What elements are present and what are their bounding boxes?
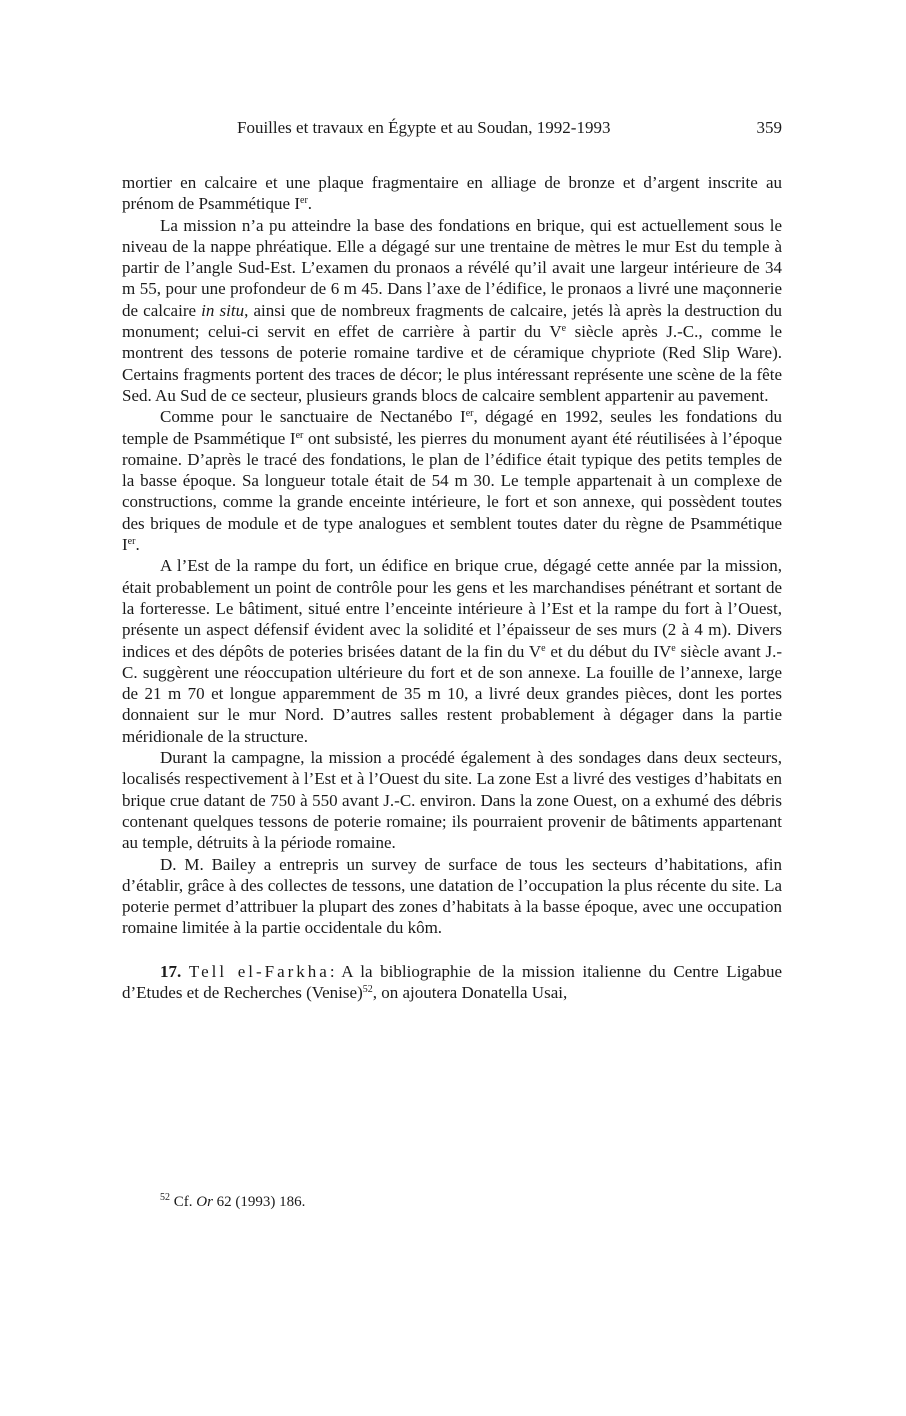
- italic-term: in situ: [201, 300, 245, 320]
- paragraph-2: [122, 215, 782, 407]
- text-run: La mission n’a pu atteindre la base des fondations en brique, qui est actuellement sous le niveau de la nappe phréatique. Elle a dégagé sur une trentaine de mètres le mur Est du temple à partir de l’angle Sud-Est. L’examen du pronaos a révélé qu’il avait une largeur intérieure de 34 m 55, pour une profondeur de 6 m 45. Dans l’axe de l’édifice, le pronaos a livré une maçonnerie de calcaire: [122, 215, 782, 320]
- text-run: ont subsisté, les pierres du monument ayant été réutilisées à l’époque romaine. D’après le tracé des fondations, le plan de l’édifice était typique des petits temples de la basse époque. Sa longueur totale était de 54 m 30. Le temple appartenait à un complexe de constructions, comme la grande enceinte intérieure, le fort et son annexe, qui possèdent toutes des briques de module et de type analogues et semblent toutes dater du règne de Psammétique I: [122, 428, 782, 555]
- text-run: D. M. Bailey a entrepris un survey de surface de tous les secteurs d’habitations, afin d’établir, grâce à des collectes de tessons, une datation de l’occupation la plus récente du site. La poterie permet d’attribuer la plupart des zones d’habitats à la basse époque, avec une occupation romaine limitée à la partie occidentale du kôm.: [122, 854, 782, 938]
- text-run: : A la bibliographie de la mission italienne du Centre Ligabue d’Etudes et de Recherches (Venise): [122, 961, 783, 1002]
- superscript: e: [671, 642, 676, 654]
- superscript: er: [465, 408, 474, 420]
- site-name: Tell el-Farkha: [188, 961, 330, 981]
- text-run: , ainsi que de nombreux fragments de calcaire, jetés là après la destruction du monument; celui-ci servit en effet de carrière à partir du V: [122, 300, 783, 342]
- paragraph-6: [122, 854, 782, 939]
- text-run: siècle après J.-C., comme le montrent des tessons de poterie romaine tardive et de céramique chypriote (Red Slip Ware). Certains fragments portent des traces de décor; le plus intéressant représente une scène de la fête Sed. Au Sud de ce secteur, plusieurs grands blocs de calcaire semblent appartenir au pavement.: [122, 322, 782, 405]
- page-number: 359: [756, 118, 782, 137]
- text-run: siècle avant J.-C. suggèrent une réoccupation ultérieure du fort et de son annexe. La fouille de l’annexe, large de 21 m 70 et longue apparemment de 35 m 10, a livré deux grandes pièces, dont les portes donnaient sur le mur Nord. D’autres salles restent probablement à dégager dans la partie méridionale de la structure.: [122, 641, 782, 746]
- text-run: mortier en calcaire et une plaque fragmentaire en alliage de bronze et d’argent inscrite au prénom de Psammétique I: [122, 173, 782, 214]
- text-run: .: [135, 535, 140, 555]
- text-run: , dégagé en 1992, seules les fondations du temple de Psammétique I: [122, 407, 782, 448]
- section-number: 17.: [160, 961, 182, 981]
- paragraph-4: [122, 555, 782, 747]
- footnote: [160, 1192, 760, 1212]
- text-run: , on ajoutera Donatella Usai,: [372, 982, 568, 1002]
- paragraph-1: [122, 172, 782, 215]
- paragraph-5: [122, 747, 782, 853]
- superscript: e: [541, 642, 546, 654]
- footnote-ref[interactable]: 52: [362, 983, 373, 995]
- superscript: er: [127, 536, 136, 548]
- superscript: er: [295, 429, 304, 441]
- journal-abbrev: Or: [196, 1194, 213, 1210]
- footnote-mark: 52: [160, 1192, 170, 1203]
- superscript: e: [561, 323, 567, 335]
- text-run: A l’Est de la rampe du fort, un édifice en brique crue, dégagé cette année par la mission, était probablement un point de contrôle pour les gens et les marchandises pénétrant et sortant de la forteresse. Le bâtiment, situé entre l’enceinte intérieure à l’Est et la rampe du fort à l’Ouest, présente un aspect défensif évident avec la solidité et l’épaisseur de ses murs (2 à 4 m). Divers indices et des dépôts de poteries brisées datant de la fin du V: [122, 556, 782, 661]
- text-run: 62 (1993) 186.: [212, 1194, 306, 1210]
- text-run: et du début du IV: [545, 641, 672, 661]
- text-run: Durant la campagne, la mission a procédé également à des sondages dans deux secteurs, localisés respectivement à l’Est et à l’Ouest du site. La zone Est a livré des vestiges d’habitats en brique crue datant de 750 à 550 avant J.-C. environ. Dans la zone Ouest, on a exhumé des débris contenant quelques tessons de poterie romaine; ils pourraient provenir de bâtiments appartenant au temple, détruits à la période romaine.: [122, 748, 782, 853]
- running-title: Fouilles et travaux en Égypte et au Soudan, 1992-1993: [237, 118, 611, 137]
- body-text: [122, 172, 782, 1003]
- superscript: er: [300, 195, 308, 207]
- text-run: .: [307, 194, 313, 214]
- text-run: Cf.: [170, 1194, 197, 1210]
- text-run: Comme pour le sanctuaire de Nectanébo I: [160, 407, 466, 427]
- section-17: [122, 961, 782, 1004]
- paragraph-3: [122, 406, 782, 555]
